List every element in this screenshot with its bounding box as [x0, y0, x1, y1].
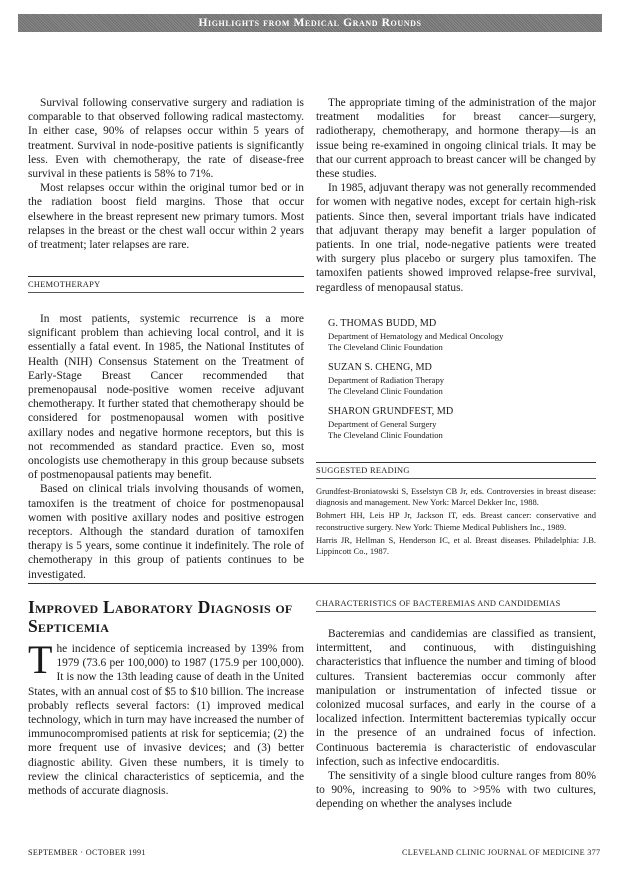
- reference-item: Harris JR, Hellman S, Henderson IC, et al. Breast diseases. Philadelphia: J.B. Lippincott Co., 1987.: [316, 534, 596, 557]
- footer-journal-page: CLEVELAND CLINIC JOURNAL OF MEDICINE 377: [402, 848, 601, 857]
- author-department: Department of Radiation Therapy: [328, 374, 445, 385]
- author-name: SUZAN S. CHENG, MD: [328, 362, 432, 374]
- septicemia-article: [28, 598, 304, 798]
- author-block: [316, 318, 596, 353]
- chemotherapy-section: [28, 276, 304, 582]
- body-paragraph: In most patients, systemic recurrence is a more significant problem than achieving local control, and it is essentially a fatal event. In 1985, the National Institutes of Health (NIH) Consensus Statement on the Treatment of Early-Stage Breast Cancer recommended that premenopausal node-positive women receive adjuvant chemotherapy. It further stated that chemotherapy should be considered for postmenopausal women with positive axillary nodes and negative hormone receptors, but this is not recommended as standard practice. Even so, most oncologists use chemotherapy in this group because subsets of postmenopausal patients may benefit.: [28, 313, 304, 482]
- lead-text: he incidence of septicemia increased by 139% from 1979 (73.6 per 100,000) to 1987 (175.9 per 100,000). It is now the 13th leading cause of death in the United States, with an annual cost of $5 to $10 billion. The increase probably reflects several factors: (1) improved medical technology, which in turn may have increased the number of immunocompromised patients at risk for septicemia; (2) the more frequent use of invasive devices; and (3) better diagnostic ability. Given these numbers, it is timely to review the clinical characteristics of septicemia, and the methods of accurate diagnosis.: [28, 643, 304, 798]
- author-block: [316, 362, 596, 397]
- author-department: Department of General Surgery: [328, 418, 437, 429]
- author-list: [316, 318, 596, 441]
- body-paragraph: In 1985, adjuvant therapy was not generally recommended for women with negative nodes, except for certain high-risk patients. Since then, several important trials have indicated that adjuvant therapy may benefit a larger population of patients. In one trial, node-negative patients were treated with surgery plus placebo or surgery plus tamoxifen. The tamoxifen patients showed improved relapse-free survival, regardless of menopausal status.: [316, 182, 596, 294]
- section-heading-bacteremias: CHARACTERISTICS OF BACTEREMIAS AND CANDIDEMIAS: [316, 598, 596, 612]
- right-column-top: [316, 96, 596, 295]
- author-name: SHARON GRUNDFEST, MD: [328, 406, 454, 418]
- reference-item: Bohmert HH, Leis HP Jr, Jackson IT, eds. Breast cancer: conservative and reconstructive surgery. New York: Thieme Medical Publishers Inc., 1989.: [316, 510, 596, 532]
- body-paragraph: Bacteremias and candidemias are classified as transient, intermittent, and continuous, with distinguishing characteristics that influence the number and timing of blood cultures. Transient bacteremias occur commonly after manipulation or instrumentation of infected tissue or colonized mucosal surfaces, and early in the course of a localized infection. Intermittent bacteremias typically occur in the presence of an undrained focus of infection. Continuous bacteremia is characteristic of endovascular infection, such as infective endocarditis.: [316, 628, 596, 768]
- author-institution: The Cleveland Clinic Foundation: [328, 385, 443, 396]
- suggested-reading-section: [316, 462, 596, 559]
- body-paragraph: Most relapses occur within the original tumor bed or in the radiation boost field margins. Those that occur elsewhere in the breast represent new primary tumors. Most relapses in the breast or the chest wall occur within 2 years of treatment; later relapses are rare.: [28, 182, 304, 252]
- divider: [28, 276, 304, 277]
- body-paragraph: Based on clinical trials involving thousands of women, tamoxifen is the treatment of choice for postmenopausal women with positive axillary nodes and positive estrogen receptors. Although the standard duration of tamoxifen therapy is 5 years, some continue it indefinitely. The role of chemotherapy in this group of patients continues to be investigated.: [28, 483, 304, 581]
- left-column-top: [28, 96, 304, 252]
- article-lead-paragraph: [28, 637, 304, 798]
- author-institution: The Cleveland Clinic Foundation: [328, 341, 443, 352]
- footer-date: SEPTEMBER · OCTOBER 1991: [28, 848, 146, 857]
- article-title: Improved Laboratory Diagnosis of Septicemia: [28, 597, 293, 636]
- section-heading-suggested-reading: SUGGESTED READING: [316, 465, 596, 479]
- body-paragraph: Survival following conservative surgery and radiation is comparable to that observed following radical mastectomy. In either case, 90% of relapses occur within 5 years of treatment. Survival in node-positive patients is significantly less. Even with chemotherapy, the rate of disease-free survival in these patients is 58% to 71%.: [28, 97, 304, 181]
- bacteremias-section: [316, 598, 596, 812]
- divider: [316, 462, 596, 463]
- author-name: G. THOMAS BUDD, MD: [328, 318, 437, 329]
- body-paragraph: The appropriate timing of the administration of the major treatment modalities for breast cancer—surgery, radiotherapy, chemotherapy, and hormone therapy—is an issue being re-examined in ongoing clinical trials. It may be that our current approach to breast cancer will be changed by these studies.: [316, 97, 596, 181]
- body-paragraph: The sensitivity of a single blood culture ranges from 80% to 90%, increasing to 90% to >95% with two cultures, depending on whether the analyses include: [316, 770, 596, 811]
- author-department: Department of Hematology and Medical Oncology: [328, 330, 504, 341]
- article-divider: [28, 583, 596, 584]
- reference-item: Grundfest-Broniatowski S, Esselstyn CB Jr, eds. Controversies in breast disease: diagnosis and management. New York: Marcel Dekker Inc, 1988.: [316, 486, 596, 508]
- section-banner: Highlights from Medical Grand Rounds: [18, 14, 602, 32]
- author-institution: The Cleveland Clinic Foundation: [328, 429, 443, 440]
- drop-cap: T: [28, 637, 53, 682]
- section-heading-chemotherapy: CHEMOTHERAPY: [28, 279, 304, 293]
- author-block: [316, 406, 596, 441]
